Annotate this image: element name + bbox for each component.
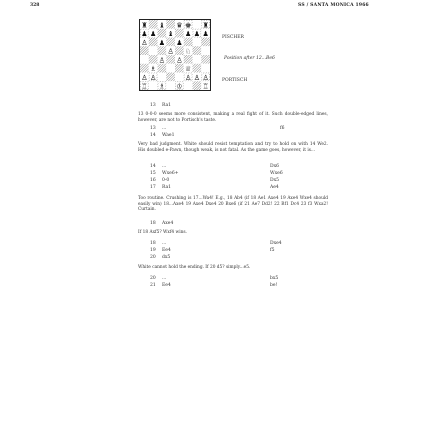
chess-piece-icon: ♙ bbox=[158, 56, 166, 65]
chess-piece-icon: ♙ bbox=[141, 73, 148, 82]
move-row: 14 Wae1 bbox=[150, 133, 175, 138]
chess-piece-icon: ♙ bbox=[176, 56, 183, 65]
chess-piece-icon: ♜ bbox=[141, 21, 148, 30]
annotation-paragraph: Very bad judgment. White should resist temptation and try to hold on with 14 We2. His doubled e-Pawn, though weak, is not fatal. As the game goes, however, it is... bbox=[138, 142, 328, 153]
board-square bbox=[193, 81, 202, 90]
board-square bbox=[201, 38, 210, 47]
move-row: 18 Axe4 bbox=[150, 221, 174, 226]
annotation-paragraph: White cannot hold the ending. If 20 d5? simply...e5. bbox=[138, 265, 251, 270]
chess-piece-icon: ♟ bbox=[176, 38, 183, 47]
board-square bbox=[166, 55, 175, 64]
annotation-paragraph: 13 0-0-0 seems more consistent, making a real fight of it. Such double-edged lines, however, are not to Portisch's taste. bbox=[138, 112, 328, 123]
board-square bbox=[140, 55, 149, 64]
board-square bbox=[149, 46, 158, 55]
running-head: SS / SANTA MONICA 1966 bbox=[298, 3, 369, 8]
chess-piece-icon: ♖ bbox=[141, 82, 148, 90]
chess-piece-icon: ♙ bbox=[149, 73, 157, 82]
chess-piece-icon: ♟ bbox=[184, 30, 192, 39]
move-row: 15 Wxe6+ Wxe6 bbox=[150, 171, 283, 176]
chess-piece-icon: ♘ bbox=[184, 47, 192, 56]
board-square bbox=[201, 55, 210, 64]
move-row: 17 Ra1 Ae4 bbox=[150, 185, 279, 190]
chess-piece-icon: ♙ bbox=[141, 38, 148, 47]
board-square bbox=[193, 64, 202, 73]
chess-piece-icon: ♟ bbox=[202, 30, 209, 39]
chess-piece-icon: ♗ bbox=[158, 82, 166, 90]
chess-piece-icon: ♟ bbox=[193, 30, 201, 39]
board-square bbox=[166, 73, 175, 82]
chess-piece-icon: ♛ bbox=[176, 21, 183, 30]
chess-piece-icon: ♔ bbox=[176, 82, 183, 90]
chess-piece-icon: ♖ bbox=[202, 82, 209, 90]
chess-piece-icon: ♕ bbox=[184, 65, 192, 74]
board-square bbox=[149, 55, 158, 64]
chess-piece-icon: ♗ bbox=[149, 65, 157, 74]
chess-piece-icon: ♟ bbox=[158, 38, 166, 47]
move-row: 20 dx5 bbox=[150, 255, 171, 260]
board-square bbox=[193, 38, 202, 47]
board-square bbox=[158, 73, 167, 82]
move-row: 21 Ee4 be! bbox=[150, 283, 278, 288]
board-square bbox=[201, 64, 210, 73]
diagram-caption: Position after 12...Be6 bbox=[224, 56, 275, 61]
board-square bbox=[175, 46, 184, 55]
board-square bbox=[158, 46, 167, 55]
chess-piece-icon: ♜ bbox=[202, 21, 209, 30]
board-square bbox=[193, 55, 202, 64]
move-row: 16 0-0 Dx5 bbox=[150, 178, 280, 183]
board-square bbox=[193, 46, 202, 55]
chess-piece-icon: ♙ bbox=[184, 73, 192, 82]
board-square bbox=[158, 64, 167, 73]
board-square bbox=[149, 20, 158, 29]
chess-diagram bbox=[139, 19, 211, 91]
board-square bbox=[184, 38, 193, 47]
chess-piece-icon: ♟ bbox=[149, 30, 157, 39]
annotation-paragraph: If 18 Axf5? Wxf4 wins. bbox=[138, 230, 187, 235]
board-square bbox=[166, 38, 175, 47]
move-row: 13 Ra1 bbox=[150, 103, 172, 108]
page-number: 328 bbox=[30, 3, 40, 8]
move-row: 14 ... Dx6 bbox=[150, 164, 280, 169]
chess-piece-icon: ♙ bbox=[193, 73, 201, 82]
board-square bbox=[140, 46, 149, 55]
board-square bbox=[184, 55, 193, 64]
board-square bbox=[175, 64, 184, 73]
board-square bbox=[175, 73, 184, 82]
chess-piece-icon: ♝ bbox=[167, 30, 174, 39]
chess-board-icon bbox=[140, 20, 210, 90]
board-square bbox=[184, 81, 193, 90]
board-square bbox=[166, 64, 175, 73]
board-square bbox=[140, 64, 149, 73]
chess-piece-icon: ♙ bbox=[202, 73, 209, 82]
board-square bbox=[166, 20, 175, 29]
annotation-paragraph: Too routine. Crushing is 17...Wa4! E.g., 18 Ab4 (if 18 Ae1 Axe4 19 Axe4 Wxe4 should easily win) 18...Axe4 19 Axe4 Dxe4 20 Bxe6 (if 21 Ae7 Dd2! 22 Bf1 Dc4 23 f3 Wxa2! Curtain. bbox=[138, 196, 328, 212]
board-square bbox=[158, 29, 167, 38]
board-square bbox=[149, 81, 158, 90]
move-row: 13 ... f6 bbox=[150, 126, 285, 131]
chess-piece-icon: ♝ bbox=[158, 21, 166, 30]
board-square bbox=[149, 38, 158, 47]
move-row: 20 ... bx5 bbox=[150, 276, 279, 281]
board-square bbox=[166, 81, 175, 90]
chess-piece-icon: ♙ bbox=[167, 47, 174, 56]
diagram-side-label-top: PISCHER bbox=[222, 35, 244, 40]
move-row: 19 Ee4 f5 bbox=[150, 248, 275, 253]
board-square bbox=[175, 29, 184, 38]
diagram-side-label-bottom: PORTISCH bbox=[222, 78, 248, 83]
chess-piece-icon: ♟ bbox=[141, 30, 148, 39]
chess-piece-icon: ♚ bbox=[184, 21, 192, 30]
board-square bbox=[193, 20, 202, 29]
board-square bbox=[201, 46, 210, 55]
move-row: 18 ... Dxe4 bbox=[150, 241, 282, 246]
